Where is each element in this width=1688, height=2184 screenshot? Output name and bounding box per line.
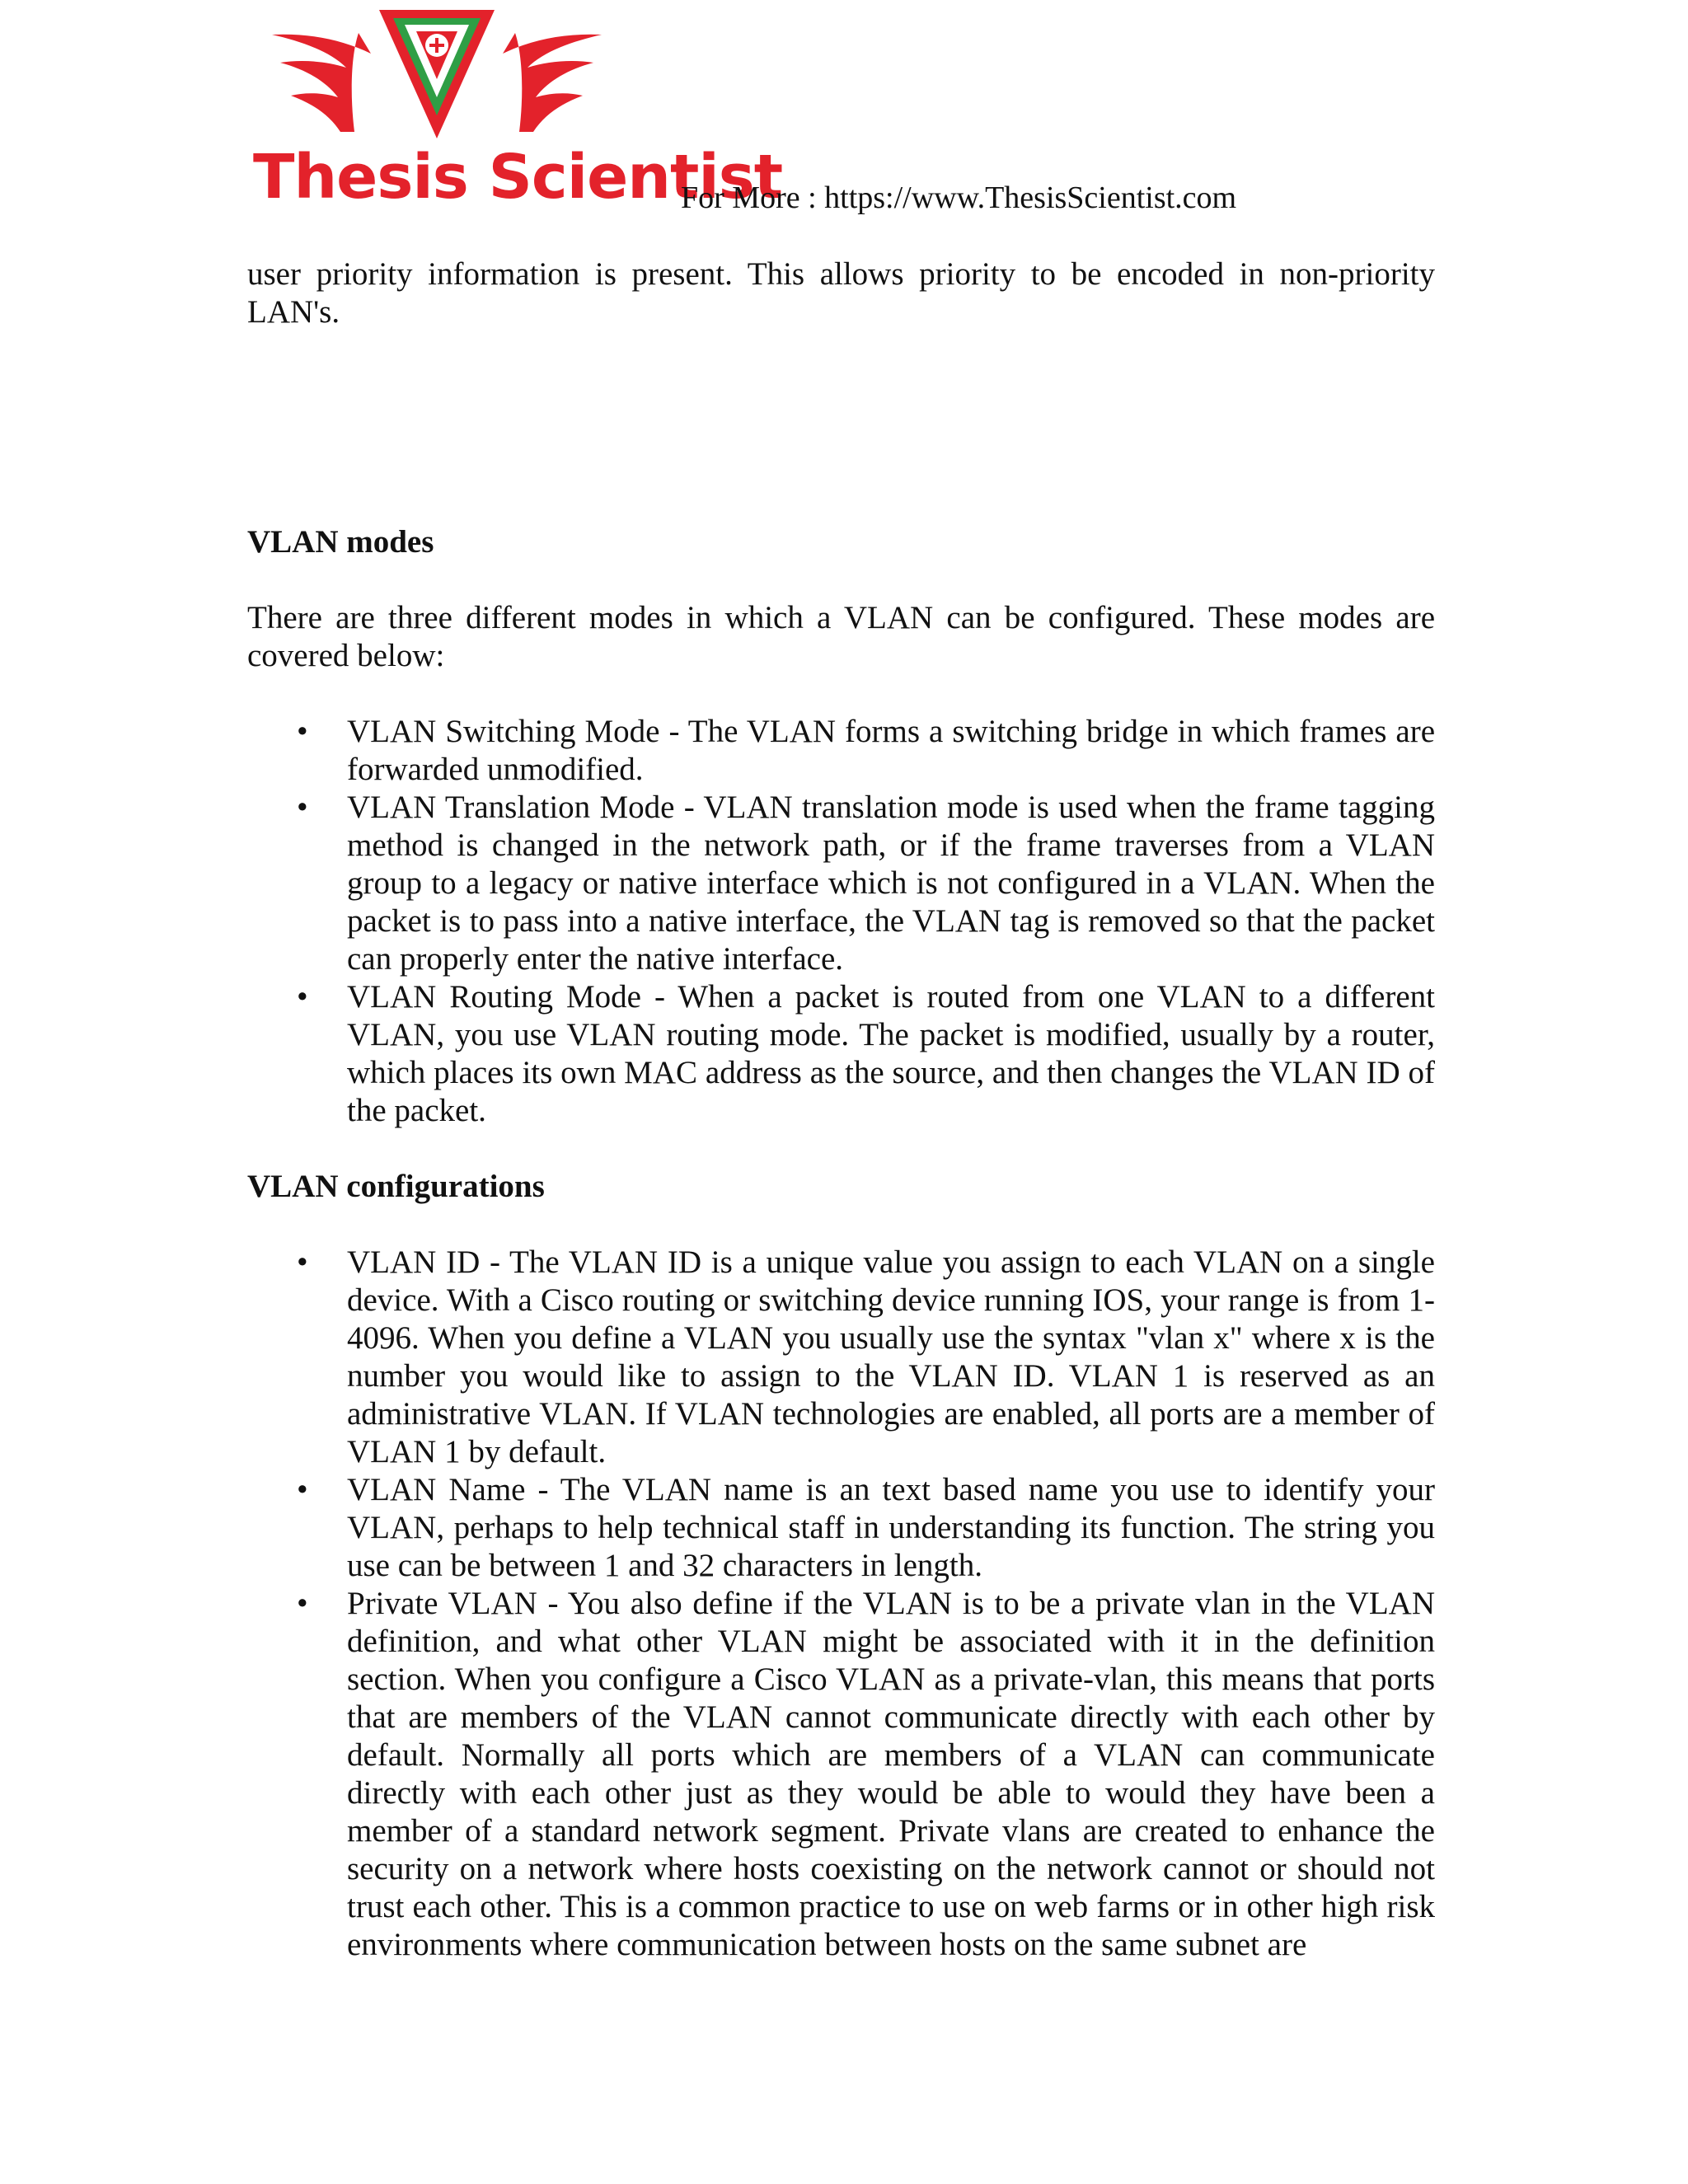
- section-heading-vlan-configurations: VLAN configurations: [247, 1169, 545, 1204]
- intro-paragraph: user priority information is present. This allows priority to be encoded in non-priority LAN's.: [247, 256, 1435, 330]
- list-item-text: VLAN ID - The VLAN ID is a unique value you assign to each VLAN on a single device. With a Cisco routing or switching device running IOS, your range is from 1-4096. When you define a VLAN you usually use the syntax "vlan x" where x is the number you would like to assign to the VLAN ID. VLAN 1 is reserved as an administrative VLAN. If VLAN technologies are enabled, all ports are a member of VLAN 1 by default.: [347, 1244, 1435, 1469]
- list-item-text: VLAN Switching Mode - The VLAN forms a switching bridge in which frames are forwarded unmodified.: [347, 714, 1435, 787]
- list-item: [247, 1244, 1435, 1471]
- bullet-icon: •: [297, 1244, 308, 1280]
- document-body: [247, 255, 1435, 1964]
- list-item-text: VLAN Name - The VLAN name is an text based name you use to identify your VLAN, perhaps to help technical staff in understanding its function. The string you use can be between 1 and 32 characters in length.: [347, 1472, 1435, 1583]
- thesis-scientist-logo: [243, 0, 783, 223]
- bullet-icon: •: [297, 714, 308, 749]
- section-heading-vlan-modes: VLAN modes: [247, 524, 434, 560]
- website-link[interactable]: For More : https://www.ThesisScientist.com: [681, 180, 1237, 215]
- vlan-modes-list: [247, 713, 1435, 1130]
- brand-name: Thesis Scientist: [253, 142, 783, 213]
- list-item-text: VLAN Routing Mode - When a packet is routed from one VLAN to a different VLAN, you use VLAN routing mode. The packet is modified, usually by a router, which places its own MAC address as the source, and then changes the VLAN ID of the packet.: [347, 979, 1435, 1128]
- list-item: [247, 978, 1435, 1130]
- bullet-icon: •: [297, 979, 308, 1015]
- vlan-configurations-list: [247, 1244, 1435, 1964]
- bullet-icon: •: [297, 1586, 308, 1621]
- bullet-icon: •: [297, 1472, 308, 1507]
- bullet-icon: •: [297, 790, 308, 825]
- list-item: [247, 789, 1435, 978]
- list-item: [247, 1471, 1435, 1585]
- list-item: [247, 713, 1435, 789]
- list-item-text: VLAN Translation Mode - VLAN translation mode is used when the frame tagging method is changed in the network path, or if the frame traverses from a VLAN group to a legacy or native interface which is not configured in a VLAN. When the packet is to pass into a native interface, the VLAN tag is removed so that the packet can properly enter the native interface.: [347, 790, 1435, 977]
- list-item: [247, 1585, 1435, 1964]
- winged-triangle-emblem-icon: [243, 0, 631, 144]
- vlan-modes-paragraph: There are three different modes in which a VLAN can be configured. These modes are covered below:: [247, 600, 1435, 673]
- list-item-text: Private VLAN - You also define if the VLAN is to be a private vlan in the VLAN definition, and what other VLAN might be associated with it in the definition section. When you configure a Cisco VLAN as a private-vlan, this means that ports that are members of the VLAN cannot communicate directly with each other by default. Normally all ports which are members of a VLAN can communicate directly with each other just as they would be able to would they have been a member of a standard network segment. Private vlans are created to enhance the security on a network where hosts coexisting on the network cannot or should not trust each other. This is a common practice to use on web farms or in other high risk environments where communication between hosts on the same subnet are: [347, 1586, 1435, 1962]
